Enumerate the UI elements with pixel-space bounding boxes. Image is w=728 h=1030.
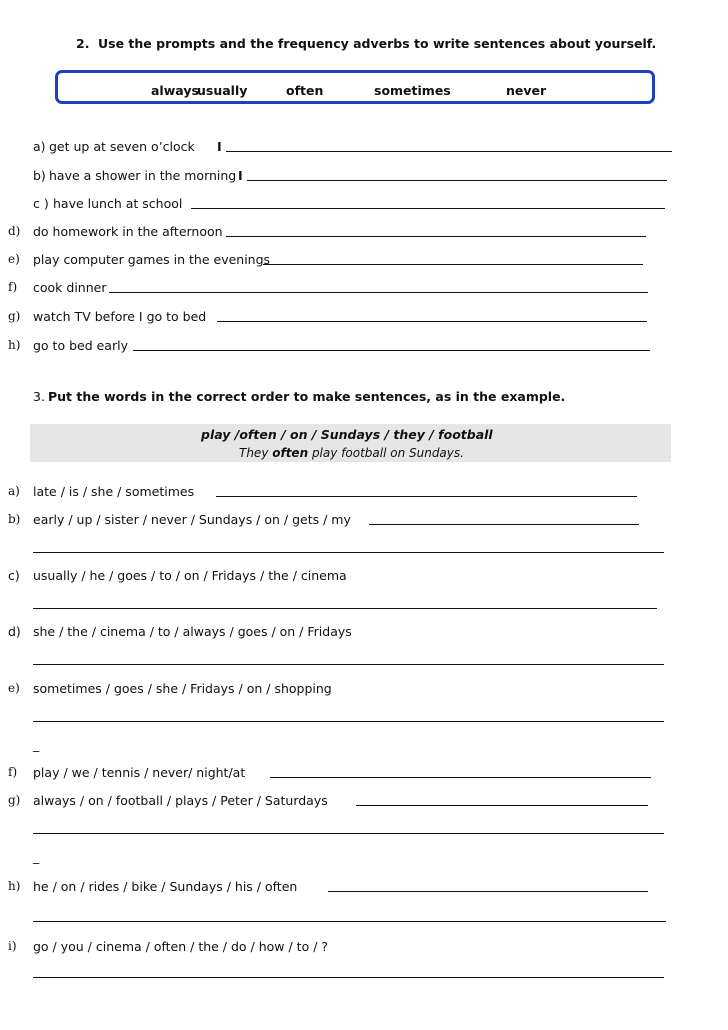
item-3c-prompt: usually / he / goes / to / on / Fridays / the / cinema: [33, 568, 347, 583]
item-2c-prompt: have lunch at school: [53, 196, 183, 211]
item-3h-answer-line[interactable]: [328, 891, 648, 892]
item-2g-answer-line[interactable]: [217, 321, 647, 322]
item-3d-prompt: she / the / cinema / to / always / goes / on / Fridays: [33, 624, 352, 639]
item-3g-answer-line-2[interactable]: [33, 833, 664, 834]
item-2a-prompt: get up at seven o’clock: [49, 139, 195, 154]
item-3d-answer-line[interactable]: [33, 664, 664, 665]
item-3b-answer-line-2[interactable]: [33, 552, 664, 553]
item-2d-answer-line[interactable]: [226, 236, 646, 237]
item-3f-marker: f): [8, 765, 18, 779]
item-3i-prompt: go / you / cinema / often / the / do / how / to / ?: [33, 939, 329, 954]
item-3i-answer-line[interactable]: [33, 977, 664, 978]
item-2h-prompt: go to bed early: [33, 338, 128, 353]
item-3b-marker: b): [8, 512, 21, 526]
item-2c-answer-line[interactable]: [191, 208, 665, 209]
item-3e-stray-mark: _: [33, 737, 40, 752]
item-2d-marker: d): [8, 224, 21, 238]
item-3e-marker: e): [8, 681, 20, 695]
item-2a-marker: a): [33, 139, 46, 154]
item-2b-prompt: have a shower in the morning: [49, 168, 237, 183]
item-3h-answer-line-2[interactable]: [33, 921, 666, 922]
item-3i-marker: i): [8, 939, 17, 953]
item-3a-marker: a): [8, 484, 20, 498]
item-2h-answer-line[interactable]: [133, 350, 650, 351]
item-2g-marker: g): [8, 309, 21, 323]
item-2a-answer-start: I: [217, 139, 222, 154]
item-2f-answer-line[interactable]: [109, 292, 648, 293]
adverb-never: never: [506, 83, 547, 98]
adverb-sometimes: sometimes: [374, 83, 451, 98]
item-2e-marker: e): [8, 252, 20, 266]
item-3b-answer-line[interactable]: [369, 524, 639, 525]
item-2b-answer-line[interactable]: [247, 180, 667, 181]
item-3g-stray-mark: _: [33, 849, 40, 864]
example-prompt: play /often / on / Sundays / they / football: [201, 427, 493, 442]
item-3g-marker: g): [8, 793, 21, 807]
item-3h-marker: h): [8, 879, 21, 893]
item-2b-marker: b): [33, 168, 46, 183]
adverb-box: [55, 70, 655, 104]
adverb-usually: usually: [197, 83, 248, 98]
section-2-number: 2.: [76, 36, 90, 51]
item-3f-prompt: play / we / tennis / never/ night/at: [33, 765, 246, 780]
item-3c-marker: c): [8, 568, 20, 583]
example-answer-pre: They: [239, 446, 273, 460]
item-2d-prompt: do homework in the afternoon: [33, 224, 223, 239]
example-answer-adverb: often: [272, 446, 309, 460]
item-3a-answer-line[interactable]: [216, 496, 637, 497]
item-3e-answer-line[interactable]: [33, 721, 664, 722]
item-2f-marker: f): [8, 280, 18, 294]
item-2e-answer-line[interactable]: [263, 264, 643, 265]
item-2b-answer-start: I: [238, 168, 243, 183]
item-3h-prompt: he / on / rides / bike / Sundays / his / often: [33, 879, 298, 894]
section-3-number: 3.: [33, 389, 45, 404]
section-2-instruction: Use the prompts and the frequency adverbs to write sentences about yourself.: [98, 36, 657, 51]
item-2f-prompt: cook dinner: [33, 280, 107, 295]
example-answer-post: play football on Sundays.: [308, 446, 464, 460]
item-3f-answer-line[interactable]: [270, 777, 651, 778]
item-3a-prompt: late / is / she / sometimes: [33, 484, 195, 499]
item-3e-prompt: sometimes / goes / she / Fridays / on / shopping: [33, 681, 332, 696]
item-3g-prompt: always / on / football / plays / Peter / Saturdays: [33, 793, 328, 808]
item-3g-answer-line[interactable]: [356, 805, 648, 806]
item-2h-marker: h): [8, 338, 21, 352]
item-2g-prompt: watch TV before I go to bed: [33, 309, 207, 324]
item-2c-marker: c ): [33, 196, 49, 211]
item-3d-marker: d): [8, 624, 21, 639]
item-2a-answer-line[interactable]: [226, 151, 672, 152]
item-2e-prompt: play computer games in the evenings: [33, 252, 271, 267]
adverb-often: often: [286, 83, 324, 98]
adverb-always: always: [151, 83, 199, 98]
example-answer: [239, 446, 464, 460]
section-3-instruction: Put the words in the correct order to make sentences, as in the example.: [48, 389, 566, 404]
item-3c-answer-line[interactable]: [33, 608, 657, 609]
item-3b-prompt: early / up / sister / never / Sundays / on / gets / my: [33, 512, 351, 527]
